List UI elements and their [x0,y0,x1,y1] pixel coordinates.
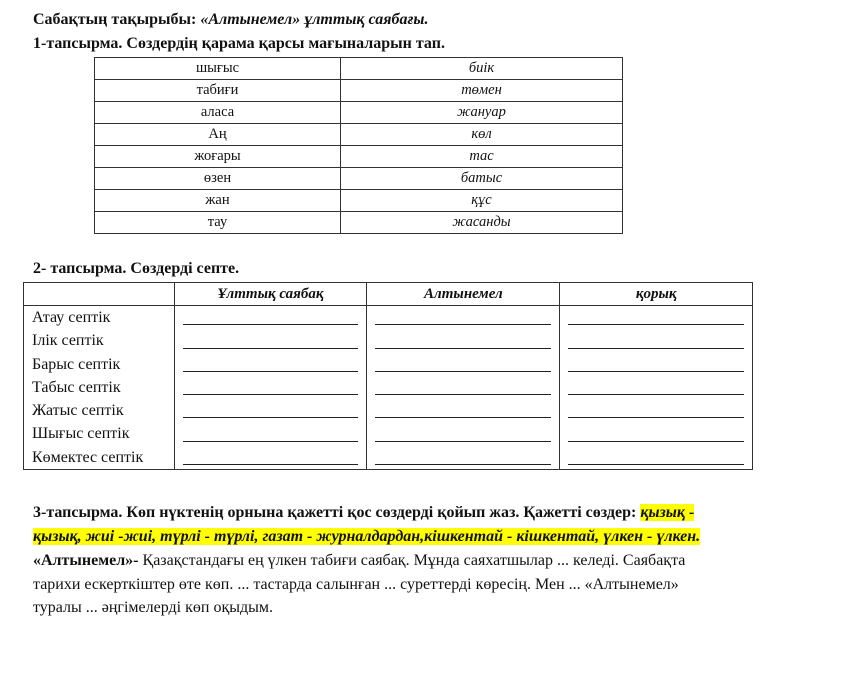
blank-underline [375,394,551,395]
task3-line1 [33,503,694,523]
blank-underline [183,348,359,349]
blank-underline [568,348,744,349]
answer-blank [560,422,752,445]
answer-blank [367,353,559,376]
answer-blank [560,399,752,422]
header-reserve: қорық [560,283,753,306]
blank-underline [183,394,359,395]
task2-title: 2- тапсырма. Сөздерді септе. [33,260,240,277]
antonym-row [95,58,623,80]
header-altynemel: Алтынемел [367,283,560,306]
case-name: Шығыс септік [32,425,130,443]
topic-line [33,10,428,30]
antonym-word-cell: шығыс [95,58,341,80]
required-words-part2: қызық, жиі -жиі, түрлі - түрлі, газат - журналдардан,кішкентай - кішкентай, үлкен - үлкен. [33,528,701,545]
case-name: Көмектес септік [32,448,144,466]
task3-text-line1 [33,551,685,571]
answer-blank [367,446,559,469]
antonym-word-cell: табиғи [95,80,341,102]
antonym-row [95,80,623,102]
answer-blank [560,306,752,329]
answer-blank [175,399,367,422]
antonym-option-cell: батыс [341,168,623,190]
blank-underline [183,371,359,372]
antonym-option-cell: тас [341,146,623,168]
blank-underline [183,324,359,325]
answer-blank [367,399,559,422]
answer-blank [175,446,367,469]
task3-text-line2: тарихи ескерткіштер өте көп. ... тастарда салынған ... суреттерді көресің. Мен ... «Алтынемел» [33,576,679,593]
required-words-part1: қызық - [640,504,695,521]
text-line1: Қазақстандағы ең үлкен табиғи саябақ. Мұнда саяхатшылар ... келеді. Саябақта [142,552,686,569]
blank-underline [375,371,551,372]
topic-label: Сабақтың тақырыбы: [33,11,201,28]
blank-underline [375,324,551,325]
blank-underline [183,464,359,465]
antonym-table [94,57,623,234]
task3-text-line3: туралы ... әңгімелерді көп оқыдым. [33,599,273,616]
answer-blank [560,446,752,469]
blank-underline [568,441,744,442]
task3-line2 [33,527,700,547]
antonym-row [95,190,623,212]
blank-underline [375,464,551,465]
antonym-row [95,102,623,124]
antonym-option-cell: төмен [341,80,623,102]
blank-underline [375,441,551,442]
antonym-word-cell: тау [95,212,341,234]
antonym-row [95,168,623,190]
answer-blank [175,306,367,329]
declension-body-row [24,306,753,470]
blank-underline [183,417,359,418]
blank-underline [568,394,744,395]
answer-blank [175,422,367,445]
antonym-row [95,146,623,168]
text-park-name: «Алтынемел»- [33,552,143,569]
antonym-row [95,212,623,234]
antonym-word-cell: өзен [95,168,341,190]
antonym-word-cell: жан [95,190,341,212]
blanks-col-1 [174,306,367,470]
blank-underline [183,441,359,442]
answer-blank [560,376,752,399]
case-name: Ілік септік [32,332,104,350]
declension-table [23,282,753,470]
blanks-col-3 [560,306,753,470]
answer-blank [367,329,559,352]
blank-underline [568,371,744,372]
header-national-park: Ұлттық саябақ [174,283,367,306]
blank-underline [375,348,551,349]
antonym-word-cell: Аң [95,124,341,146]
declension-header-row [24,283,753,306]
case-name: Атау септік [32,309,111,326]
antonym-option-cell: биік [341,58,623,80]
task3-title: 3-тапсырма. Көп нүктенің орнына қажетті қос сөздерді қойып жаз. Қажетті сөздер: [33,504,641,521]
answer-blank [175,353,367,376]
answer-blank [175,329,367,352]
header-empty-cell [24,283,175,306]
antonym-option-cell: жануар [341,102,623,124]
case-names-cell [24,306,175,470]
topic-value: «Алтынемел» ұлттық саябағы. [200,11,429,28]
answer-blank [560,353,752,376]
answer-blank [367,376,559,399]
antonym-word-cell: аласа [95,102,341,124]
answer-blank [175,376,367,399]
blank-underline [375,417,551,418]
answer-blank [560,329,752,352]
task1-title: 1-тапсырма. Сөздердің қарама қарсы мағыналарын тап. [33,35,445,52]
blank-underline [568,417,744,418]
antonym-row [95,124,623,146]
case-name: Табыс септік [32,378,121,396]
blank-underline [568,324,744,325]
blanks-col-2 [367,306,560,470]
antonym-option-cell: жасанды [341,212,623,234]
antonym-option-cell: құс [341,190,623,212]
case-name: Жатыс септік [32,402,124,420]
antonym-word-cell: жоғары [95,146,341,168]
blank-underline [568,464,744,465]
answer-blank [367,422,559,445]
antonym-option-cell: көл [341,124,623,146]
case-name: Барыс септік [32,355,121,373]
answer-blank [367,306,559,329]
